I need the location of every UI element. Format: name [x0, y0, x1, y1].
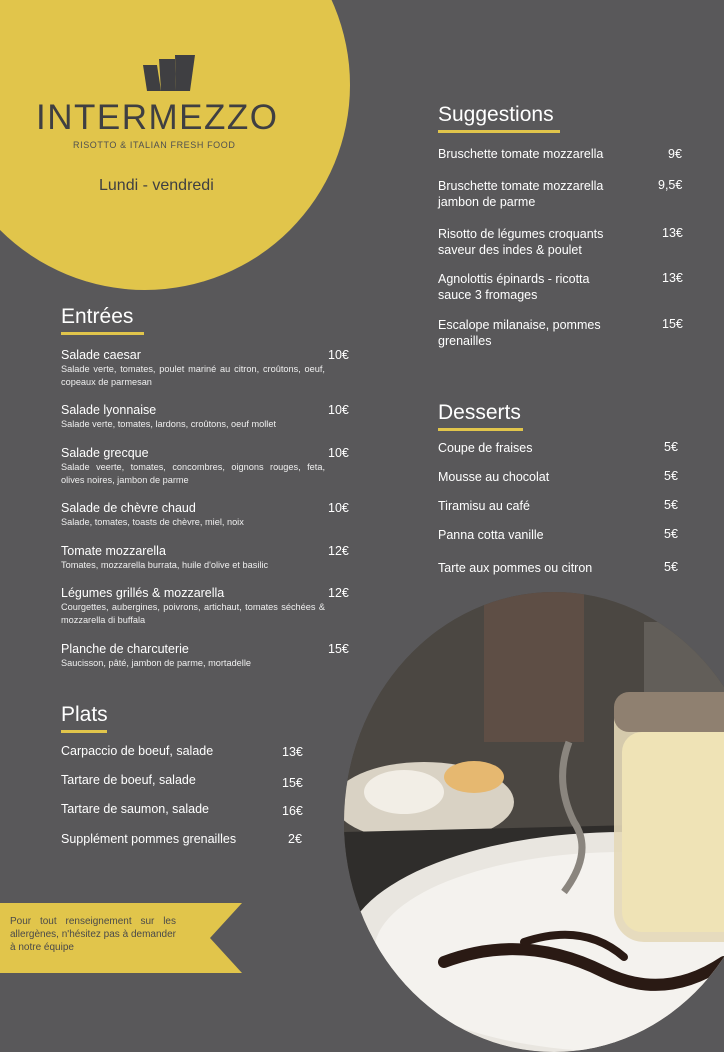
item-price: 5€	[664, 469, 678, 483]
item-line: saveur des indes & poulet	[438, 243, 582, 257]
item-price: 5€	[664, 498, 678, 512]
logo-icon	[143, 55, 195, 93]
item-name: Tomate mozzarella	[61, 544, 166, 558]
list-item	[61, 501, 325, 529]
list-item: Tarte aux pommes ou citron	[438, 561, 593, 575]
list-item	[61, 586, 325, 627]
entrees-underline	[61, 332, 144, 335]
item-price: 13€	[662, 226, 683, 240]
item-price: 12€	[328, 544, 349, 558]
item-price: 12€	[328, 586, 349, 600]
item-desc: Salade, tomates, toasts de chèvre, miel, noix	[61, 517, 244, 527]
item-price: 9€	[668, 147, 682, 161]
item-desc: Salade veerte, tomates, concombres, oignons rouges, feta, olives noires, jambon de parme	[61, 462, 325, 485]
list-item	[61, 544, 325, 572]
item-price: 10€	[328, 501, 349, 515]
item-name: Légumes grillés & mozzarella	[61, 586, 225, 600]
item-price: 5€	[664, 560, 678, 574]
item-price: 15€	[328, 642, 349, 656]
entrees-title: Entrées	[61, 305, 134, 328]
item-line: Risotto de légumes croquants	[438, 227, 604, 241]
list-item: Carpaccio de boeuf, salade	[61, 744, 214, 758]
item-desc: Saucisson, pâté, jambon de parme, mortadelle	[61, 658, 251, 668]
item-price: 2€	[288, 832, 302, 846]
dessert-photo	[344, 592, 724, 1052]
item-name: Salade caesar	[61, 348, 141, 362]
list-item	[438, 226, 638, 258]
list-item: Tiramisu au café	[438, 499, 530, 513]
list-item	[61, 403, 325, 431]
allergen-note: Pour tout renseignement sur les allergènes, n'hésitez pas à demander à notre équipe	[10, 916, 176, 953]
item-price: 10€	[328, 348, 349, 362]
tagline: RISOTTO & ITALIAN FRESH FOOD	[73, 140, 236, 150]
item-price: 10€	[328, 403, 349, 417]
item-line: Escalope milanaise, pommes	[438, 318, 601, 332]
item-name: Salade grecque	[61, 446, 149, 460]
item-price: 13€	[282, 745, 303, 759]
item-desc: Salade verte, tomates, lardons, croûtons, oeuf mollet	[61, 419, 277, 429]
list-item	[438, 146, 638, 162]
desserts-title: Desserts	[438, 401, 521, 424]
item-line: Bruschette tomate mozzarella	[438, 147, 604, 161]
item-name: Salade de chèvre chaud	[61, 501, 196, 515]
item-desc: Salade verte, tomates, poulet mariné au citron, croûtons, oeuf, copeaux de parmesan	[61, 364, 325, 387]
item-price: 9,5€	[658, 178, 683, 192]
list-item	[61, 446, 325, 487]
list-item: Panna cotta vanille	[438, 528, 544, 542]
list-item	[438, 271, 638, 303]
item-line: jambon de parme	[438, 195, 536, 209]
list-item	[438, 317, 638, 349]
list-item	[61, 348, 325, 389]
list-item: Coupe de fraises	[438, 441, 533, 455]
suggestions-title: Suggestions	[438, 103, 554, 126]
item-line: Agnolottis épinards - ricotta	[438, 272, 590, 286]
item-price: 15€	[662, 317, 683, 331]
desserts-underline	[438, 428, 523, 431]
dessert-photo-illustration	[344, 592, 724, 1052]
list-item: Supplément pommes grenailles	[61, 832, 237, 846]
list-item: Tartare de saumon, salade	[61, 802, 210, 816]
item-price: 15€	[282, 776, 303, 790]
item-price: 16€	[282, 804, 303, 818]
item-desc: Courgettes, aubergines, poivrons, artichaut, tomates séchées & mozzarella di buffala	[61, 602, 325, 625]
item-line: grenailles	[438, 334, 492, 348]
list-item: Mousse au chocolat	[438, 470, 550, 484]
opening-days: Lundi - vendredi	[99, 177, 214, 194]
item-desc: Tomates, mozzarella burrata, huile d'olive et basilic	[61, 560, 269, 570]
item-name: Planche de charcuterie	[61, 642, 189, 656]
item-price: 5€	[664, 440, 678, 454]
suggestions-underline	[438, 130, 560, 133]
item-line: sauce 3 fromages	[438, 288, 538, 302]
brand-name: INTERMEZZO	[36, 98, 279, 137]
item-line: Bruschette tomate mozzarella	[438, 179, 604, 193]
item-price: 10€	[328, 446, 349, 460]
item-price: 13€	[662, 271, 683, 285]
list-item: Tartare de boeuf, salade	[61, 773, 196, 787]
list-item	[61, 642, 325, 670]
item-name: Salade lyonnaise	[61, 403, 157, 417]
list-item	[438, 178, 638, 210]
plats-title: Plats	[61, 703, 108, 726]
item-price: 5€	[664, 527, 678, 541]
plats-underline	[61, 730, 107, 733]
